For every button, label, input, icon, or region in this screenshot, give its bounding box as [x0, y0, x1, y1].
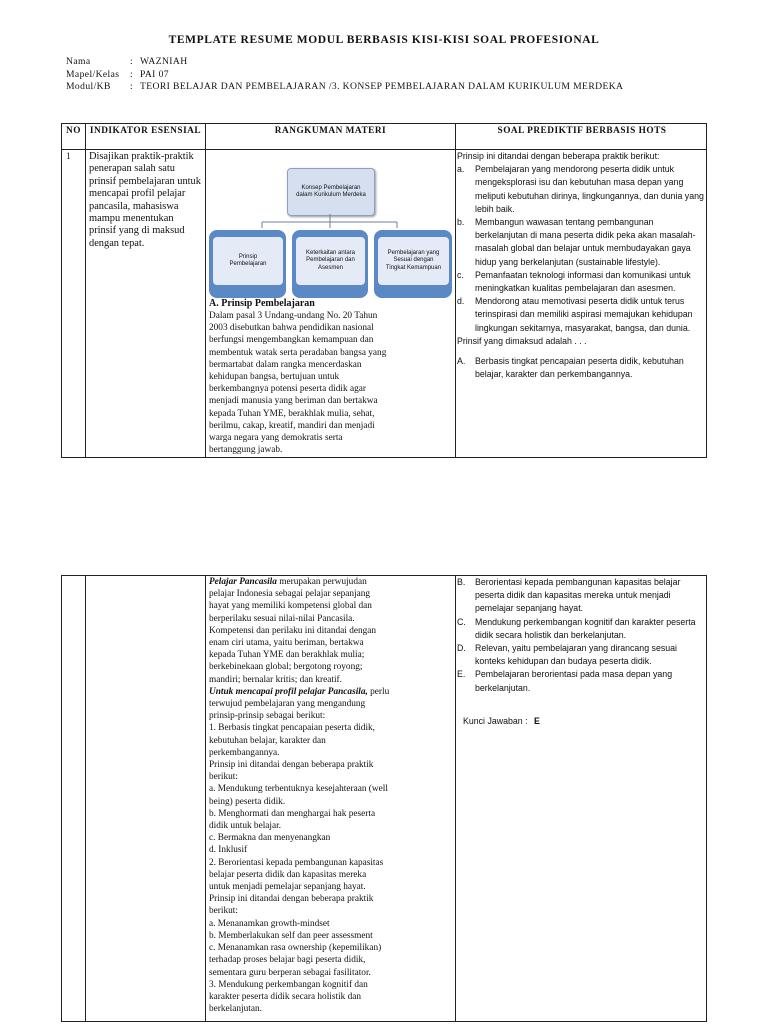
soal-item-c: c. Pemanfaatan teknologi informasi dan komunikasi untuk meningkatkan kualitas pembelajaran dan asesmen.: [457, 269, 691, 294]
answer-option-c: C. Mendukung perkembangan kognitif dan karakter peserta didik secara holistik dan berkelanjutan.: [457, 616, 696, 640]
meta-nama: Nama : WAZNIAH: [66, 56, 188, 67]
rangkuman-text: Dalam pasal 3 Undang-undang No. 20 Tahun 2003 disebutkan bahwa pendidikan nasional berfungsi mengembangkan kemampuan dan membentuk watak serta peradaban bangsa yang bermartabat dalam rangka mencerdaskan kehidupan bangsa, bertujuan untuk berkembangnya potensi peserta didik agar menjadi manusia yang beriman dan bertakwa kepada Tuhan YME, berakhlak mulia, sehat, berilmu, cakap, kreatif, mandiri dan menjadi warga negara yang demokratis serta bertanggung jawab.: [209, 311, 387, 456]
soal-item-d: d. Mendorong atau memotivasi peserta didik untuk terus terinspirasi dan memiliki aspirasi memajukan kehidupan lingkungan sekitarnya, masyarakat, bangsa, dan dunia.: [457, 296, 693, 333]
diagram-child-1: Prinsip Pembelajaran: [213, 237, 283, 285]
header-no: NO: [66, 126, 81, 136]
answer-key-label: Kunci Jawaban :: [463, 715, 528, 726]
soal-text: [457, 150, 706, 381]
indikator-text: Disajikan praktik-praktik penerapan salah satu prinsif pembelajaran untuk mencapai profil pelajar pancasila, mahasiswa mampu menentukan prinsif yang di maksud dengan tepat.: [89, 151, 201, 249]
table-page-2: [61, 575, 707, 1022]
answer-key-value: E: [534, 715, 540, 726]
header-rangkuman: RANGKUMAN MATERI: [274, 126, 387, 136]
diagram-child-2: Keterkaitan antara Pembelajaran dan Asesmen: [296, 237, 365, 285]
meta-mapel: Mapel/Kelas : PAI 07: [66, 69, 169, 80]
soal-intro: Prinsip ini ditandai dengan beberapa praktik berikut:: [457, 151, 660, 161]
meta-nama-value: WAZNIAH: [140, 56, 188, 67]
soal-item-a: a. Pembelajaran yang mendorong peserta didik untuk mengeksplorasi isu dan kebutuhan masa depan yang meliputi kebutuhan dirinya, lingkungannya, dan dunia yang lebih baik.: [457, 164, 704, 214]
rangkuman-continued: Pelajar Pancasila merupakan perwujudan pelajar Indonesia sebagai pelajar sepanjang hayat yang memiliki kompetensi global dan berperilaku sesuai nilai-nilai Pancasila. Kompetensi dan perilaku ini ditandai dengan enam ciri utama, yaitu beriman, bertakwa kepada Tuhan YME dan berakhlak mulia; berkebinekaan global; bergotong royong; mandiri; bernalar kritis; dan kreatif. Untuk mencapai profil pelajar Pancasila, perlu terwujud pembelajaran yang mengandung prinsip-prinsip sebagai berikut: 1. Berbasis tingkat pencapaian peserta didik, kebutuhan belajar, karakter dan perkembangannya. Prinsip ini ditandai dengan beberapa praktik berikut: a. Mendukung terbentuknya kesejahteraan (well being) peserta didik. b. Menghormati dan menghargai hak peserta didik untuk belajar. c. Bermakna dan menyenangkan d. Inklusif 2. Berorientasi kepada pembangunan kapasitas belajar peserta didik dan kapasitas mereka untuk menjadi pemelajar sepanjang hayat. Prinsip ini ditandai dengan beberapa praktik berikut: a. Menanamkan growth-mindset b. Memberlakukan self dan peer assessment c. Menanamkan rasa ownership (kepemilikan) terhadap proses belajar bagi peserta didik, sementara guru berperan sebagai fasilitator. 3. Mendukung perkembangan kognitif dan karakter peserta didik secara holistik dan berkelanjutan.: [209, 577, 390, 1015]
answer-option-e: E. Pembelajaran berorientasi pada masa depan yang berkelanjutan.: [457, 669, 673, 693]
answer-option-a: A. Berbasis tingkat pencapaian peserta didik, kebutuhan belajar, karakter dan perkembangannya.: [457, 356, 684, 380]
header-indikator: INDIKATOR ESENSIAL: [89, 126, 202, 136]
concept-diagram: [207, 164, 454, 294]
answer-option-d: D. Relevan, yaitu pembelajaran yang dirancang sesuai konteks kehidupan dan budaya peserta didik.: [457, 643, 677, 667]
answer-key: [457, 715, 706, 728]
document-title: TEMPLATE RESUME MODUL BERBASIS KISI-KISI SOAL PROFESIONAL: [168, 34, 600, 46]
soal-item-b: b. Membangun wawasan tentang pembangunan berkelanjutan di mana peserta didik peka akan masalah- masalah global dan belajar untuk membudayakan gaya hidup yang berkelanjutan (sustainable lifestyle).: [457, 217, 696, 267]
meta-modul-value: TEORI BELAJAR DAN PEMBELAJARAN /3. KONSEP PEMBELAJARAN DALAM KURIKULUM MERDEKA: [140, 81, 624, 92]
soal-question: Prinsif yang dimaksud adalah . . .: [457, 335, 587, 346]
row-number: 1: [66, 152, 71, 162]
meta-modul: Modul/KB : TEORI BELAJAR DAN PEMBELAJARAN /3. KONSEP PEMBELAJARAN DALAM KURIKULUM MERDEKA: [66, 81, 624, 92]
answer-options-continued: [457, 576, 706, 728]
table-page-1: [61, 123, 707, 458]
diagram-root-label: Konsep Pembelajaran dalam Kurikulum Merdeka: [296, 184, 366, 198]
header-soal: SOAL PREDIKTIF BERBASIS HOTS: [497, 126, 667, 136]
diagram-child-3: Pembelajaran yang Sesuai dengan Tingkat Kemampuan: [378, 237, 449, 285]
answer-option-b: B. Berorientasi kepada pembangunan kapasitas belajar peserta didik dan kapasitas mereka untuk menjadi pemelajar sepanjang hayat.: [457, 577, 681, 614]
meta-mapel-value: PAI 07: [140, 69, 169, 80]
section-heading: A. Prinsip Pembelajaran: [209, 298, 315, 309]
